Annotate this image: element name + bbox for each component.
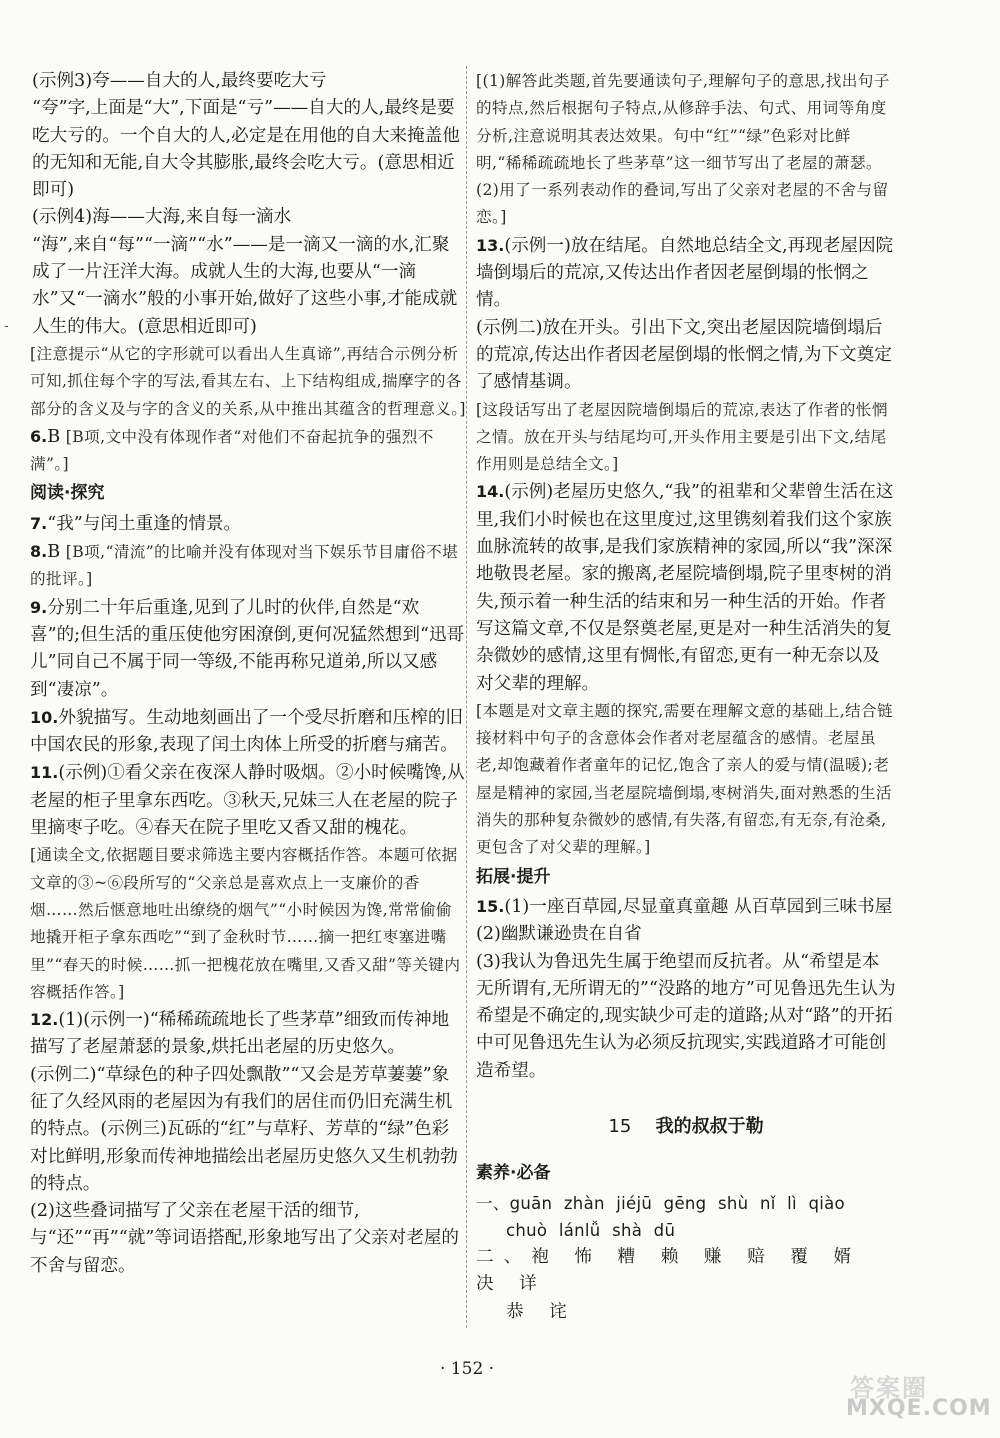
answer-paragraph: “夸”字,上面是“大”,下面是“亏”——自大的人,最终是要吃大亏的。一个自大的人,必定是在用他的自大来掩盖他的无知和无能,自大令其膨胀,最终会吃大亏。(意思相近即可) [32,98,460,201]
answer-text: (示例)老屋历史悠久,“我”的祖辈和父辈曾生活在这里,我们小时候也在这里度过,这里镌刻着我们这个家族血脉流转的故事,是我们家族精神的家园,所以“我”深深地敬畏老屋。家的搬离,老屋院墙倒塌,院子里枣树的消失,预示着一种生活的结束和另一种生活的开始。作者写这篇文章,不仅是祭奠老屋,更是对一种生活消失的复杂微妙的感情,这里有惆怅,有留恋,更有一种无奈以及对父辈的理解。 [476,482,894,694]
question-number: 10. [30,707,59,727]
page-number: · 152 · [440,1359,495,1379]
question-number: 7. [30,513,48,533]
answer-item [476,478,896,697]
answer-paragraph: (2)这些叠词描写了父亲在老屋干活的细节,与“还”“再”“就”等词语搭配,形象地写出了父亲对老屋的不舍与留恋。 [30,1201,460,1276]
chapter-heading [476,1113,896,1140]
answer-text: (示例一)放在结尾。自然地总结全文,再现老屋因院墙倒塌后的荒凉,又传达出作者因老屋倒塌的怅惘之情。 [476,235,894,311]
question-number: 14. [476,482,505,502]
answer-text: 外貌描写。生动地刻画出了一个受尽折磨和压榨的旧中国农民的形象,表现了闰土肉体上所受的折磨与痛苦。 [30,707,464,756]
watermark-logo: 答案圈 [850,1374,928,1402]
pinyin-answer-line-2: chuò lánlǚ shà dū [506,1220,676,1240]
answer-paragraph: (示例二)放在开头。引出下文,突出老屋因院墙倒塌后的荒凉,传达出作者因老屋倒塌的怅惘之情,为下文奠定了感情基调。 [476,317,892,393]
answer-item [30,704,466,760]
answer-item [30,759,466,842]
answer-note: [通读全文,依据题目要求筛选主要内容概括作答。本题可依据文章的③~⑥段所写的“父亲总是喜欢点上一支廉价的香烟……然后惬意地吐出缭绕的烟气”“小时候因为馋,常常偷偷地撬开柜子拿东西吃”“到了金秋时节……摘一把红枣塞进嘴里”“春天的时候……抓一把槐花放在嘴里,又香又甜”等关键内容概括作答。] [30,846,461,1001]
answer-paragraph: (示例3)夸——自大的人,最终要吃大亏 [32,71,327,91]
section-heading: 拓展·提升 [476,866,551,887]
answer-item [30,510,466,538]
answer-text: B [47,542,61,563]
chapter-number: 15 [608,1115,632,1137]
answer-paragraph: (示例二)“草绿色的种子四处飘散”“又会是芳草萋萋”象征了久经风雨的老屋因为有我们的居住而仍旧充满生机的特点。(示例三)瓦砾的“红”与草籽、芳草的“绿”色彩对比鲜明,形象而传神地描绘出老屋历史悠久又生机勃勃的特点。 [30,1064,458,1194]
answer-paragraph: “海”,来自“每”“一滴”“水”——是一滴又一滴的水,汇聚成了一片汪洋大海。成就人生的大海,也要从“一滴水”又“一滴水”般的小事开始,做好了这些小事,才能成就人生的伟大。(意思相近即可) [32,234,458,337]
right-column [476,68,896,1326]
left-column [30,68,466,1280]
answer-paragraph: (3)我认为鲁迅先生属于绝望而反抗者。从“希望是本无所谓有,无所谓无的”“没路的地方”可见鲁迅先生认为希望是不确定的,现实缺少可走的道路;从对“路”的开拓中可见鲁迅先生认为必须反抗现实,实践道路才可能创造希望。 [476,951,896,1081]
answer-text: 分别二十年后重逢,见到了儿时的伙伴,自然是“欢喜”的;但生活的重压使他穷困潦倒,更何况猛然想到“迅哥儿”同自己不属于同一等级,不能再称兄道弟,所以又感到“凄凉”。 [30,597,465,700]
question-number: 11. [30,763,59,783]
pinyin-answer-line-1: 一、guān zhàn jiéjū gēng shù nǐ lì qiào [476,1193,845,1213]
answer-item [30,423,466,479]
margin-mark: - [4,318,9,334]
right-column-answers [476,68,896,1085]
answer-note: [本题是对文章主题的探究,需要在理解文意的基础上,结合链接材料中句子的含意体会作者对老屋蕴含的感情。老屋虽老,却饱藏着作者童年的记忆,饱含了亲人的爱与情(温暖);老屋是精神的家园,当老屋院墙倒塌,枣树消失,面对熟悉的生活消失的那种复杂微妙的感情,有失落,有留恋,有无奈,有沧桑,更包含了对父辈的理解。] [476,701,894,857]
question-number: 15. [476,896,505,916]
answer-item [476,232,896,315]
answer-text: (示例)①看父亲在夜深人静时吸烟。②小时候嘴馋,从老屋的柜子里拿东西吃。③秋天,兄妹三人在老屋的院子里摘枣子吃。④春天在院子里吃又香又甜的槐花。 [30,763,465,839]
answer-text: B [47,426,61,447]
answer-item [30,1006,466,1062]
answer-text: “我”与闰土重逢的情景。 [47,513,242,534]
question-number: 8. [30,542,48,562]
watermark-site: MXQE.COM [846,1396,992,1421]
column-divider [466,66,467,1328]
answer-item [476,893,896,921]
analysis-note: [注意提示“从它的字形就可以看出人生真谛”,再结合示例分析可知,抓住每个字的写法,看其左右、上下结构组成,揣摩字的各部分的含义及与字的含义的关系,从中推出其蕴含的哲理意义。] [30,344,466,418]
analysis-note: [(1)解答此类题,首先要通读句子,理解句子的意思,找出句子的特点,然后根据句子特点,从修辞手法、句式、用词等角度分析,注意说明其表达效果。句中“红”“绿”色彩对比鲜明,“稀稀疏疏地长了些茅草”这一细节写出了老屋的萧瑟。(2)用了一系列表动作的叠词,写出了父亲对老屋的不舍与留恋。] [476,72,890,227]
answer-item [30,538,466,594]
question-number: 13. [476,235,505,255]
question-number: 6. [30,426,48,446]
section-heading-suyang: 素养·必备 [476,1163,551,1184]
chapter-title: 我的叔叔于勒 [655,1115,764,1137]
question-number: 12. [30,1010,59,1030]
character-answer-line-2: 恭 诧 [506,1301,577,1322]
question-number: 9. [30,597,48,617]
answer-note: [B项,文中没有体现作者“对他们不奋起抗争的强烈不满”。] [30,427,434,474]
analysis-note: [这段话写出了老屋因院墙倒塌后的荒凉,表达了作者的怅惘之情。放在开头与结尾均可,开头作用主要是引出下文,结尾作用则是总结全文。] [476,400,888,474]
section-heading: 阅读·探究 [30,483,105,504]
answer-text: (1)(示例一)“稀稀疏疏地长了些茅草”细致而传神地描写了老屋萧瑟的景象,烘托出老屋的历史悠久。 [30,1010,450,1058]
answer-item [30,594,466,704]
answer-paragraph: (示例4)海——大海,来自每一滴水 [32,207,292,228]
answer-note: [B项,“清流”的比喻并没有体现对当下娱乐节目庸俗不堪的批评。] [30,543,459,589]
answer-text: (1)一座百草园,尽显童真童趣 从百草园到三味书屋 [504,896,893,917]
answer-paragraph: (2)幽默谦逊贵在自省 [476,924,642,945]
character-answer-line-1: 二、袍 怖 糟 赖 赚 赔 覆 婿 决 详 [476,1247,862,1295]
